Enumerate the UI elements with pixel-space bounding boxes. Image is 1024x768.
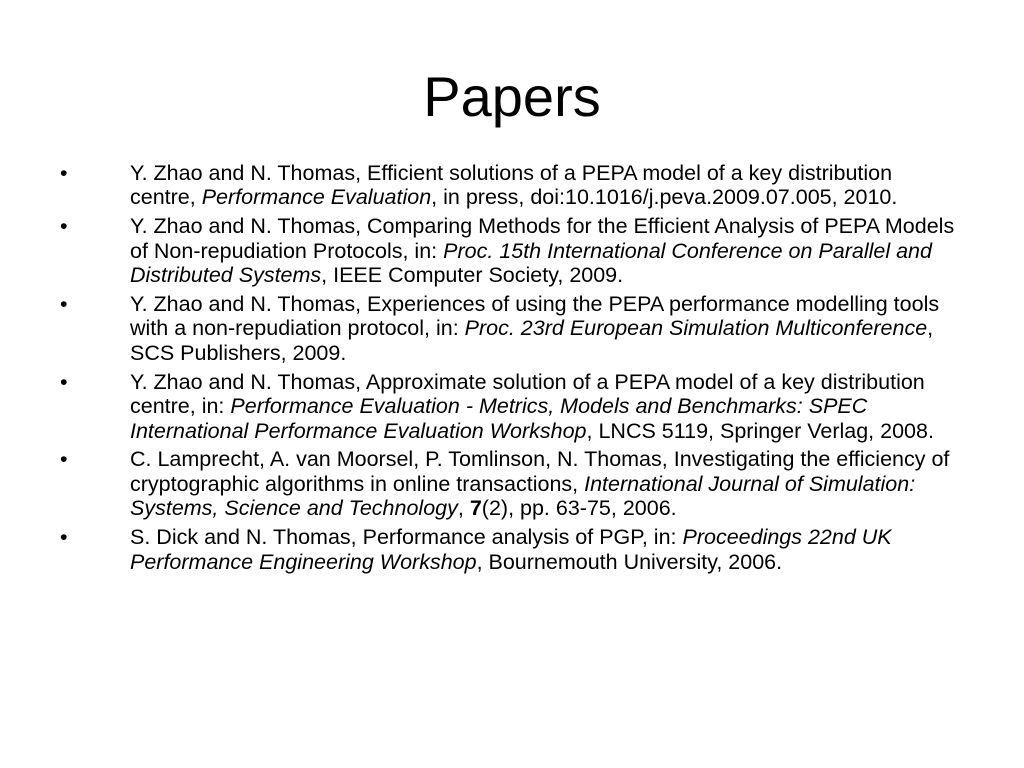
reference-authors: Y. Zhao and N. Thomas, Experiences of using the PEPA performance modelling tools with a non-repudiation protocol, in: [130,292,940,341]
reference-venue: Performance Evaluation - Metrics, Models and Benchmarks: SPEC International Performance Evaluation Workshop [130,394,868,443]
reference-venue-separator: , [457,496,470,521]
reference-authors: Y. Zhao and N. Thomas, Approximate solution of a PEPA model of a key distribution centre, in: [130,369,925,419]
reference-venue: Proceedings 22nd UK Performance Engineering Workshop [130,525,892,574]
bullet-icon: • [60,369,68,394]
reference-text [130,370,960,443]
reference-details: , IEEE Computer Society, 2009. [321,263,624,288]
reference-list [60,161,960,579]
bullet-icon: • [60,161,68,185]
reference-item-6 [60,525,960,574]
reference-authors: Y. Zhao and N. Thomas, Comparing Methods for the Efficient Analysis of PEPA Models of Non-repudiation Protocols, in: [130,214,955,263]
reference-item-5 [60,447,960,520]
reference-volume: 7 [469,496,482,521]
reference-authors: C. Lamprecht, A. van Moorsel, P. Tomlinson, N. Thomas, Investigating the efficiency of cryptographic algorithms in online transactions, [130,447,950,496]
reference-details: , Bournemouth University, 2006. [476,549,783,574]
reference-venue: International Journal of Simulation: Systems, Science and Technology [130,471,916,521]
reference-text [130,447,960,520]
reference-venue: Performance Evaluation [201,185,432,210]
reference-venue: Proc. 15th International Conference on Parallel and Distributed Systems [130,238,932,288]
reference-venue: Proc. 23rd European Simulation Multiconference [464,316,928,341]
reference-authors: Y. Zhao and N. Thomas, Efficient solutions of a PEPA model of a key distribution centre, [130,161,893,210]
bullet-icon: • [60,292,68,317]
reference-details: , LNCS 5119, Springer Verlag, 2008. [586,418,934,443]
reference-details: , SCS Publishers, 2009. [130,316,934,365]
reference-authors: S. Dick and N. Thomas, Performance analysis of PGP, in: [130,525,683,550]
reference-text [130,161,960,210]
bullet-icon: • [60,447,68,472]
reference-text [130,214,960,287]
reference-item-3 [60,292,960,365]
reference-item-4 [60,370,960,443]
bullet-icon: • [60,525,68,550]
reference-text [130,292,960,365]
reference-item-2 [60,214,960,287]
reference-details: , in press, doi:10.1016/j.peva.2009.07.005, 2010. [431,185,898,210]
reference-details: (2), pp. 63-75, 2006. [481,496,677,521]
reference-item-1 [60,161,960,210]
slide-title: Papers [423,65,601,128]
bullet-icon: • [60,214,68,239]
reference-text [130,525,960,574]
